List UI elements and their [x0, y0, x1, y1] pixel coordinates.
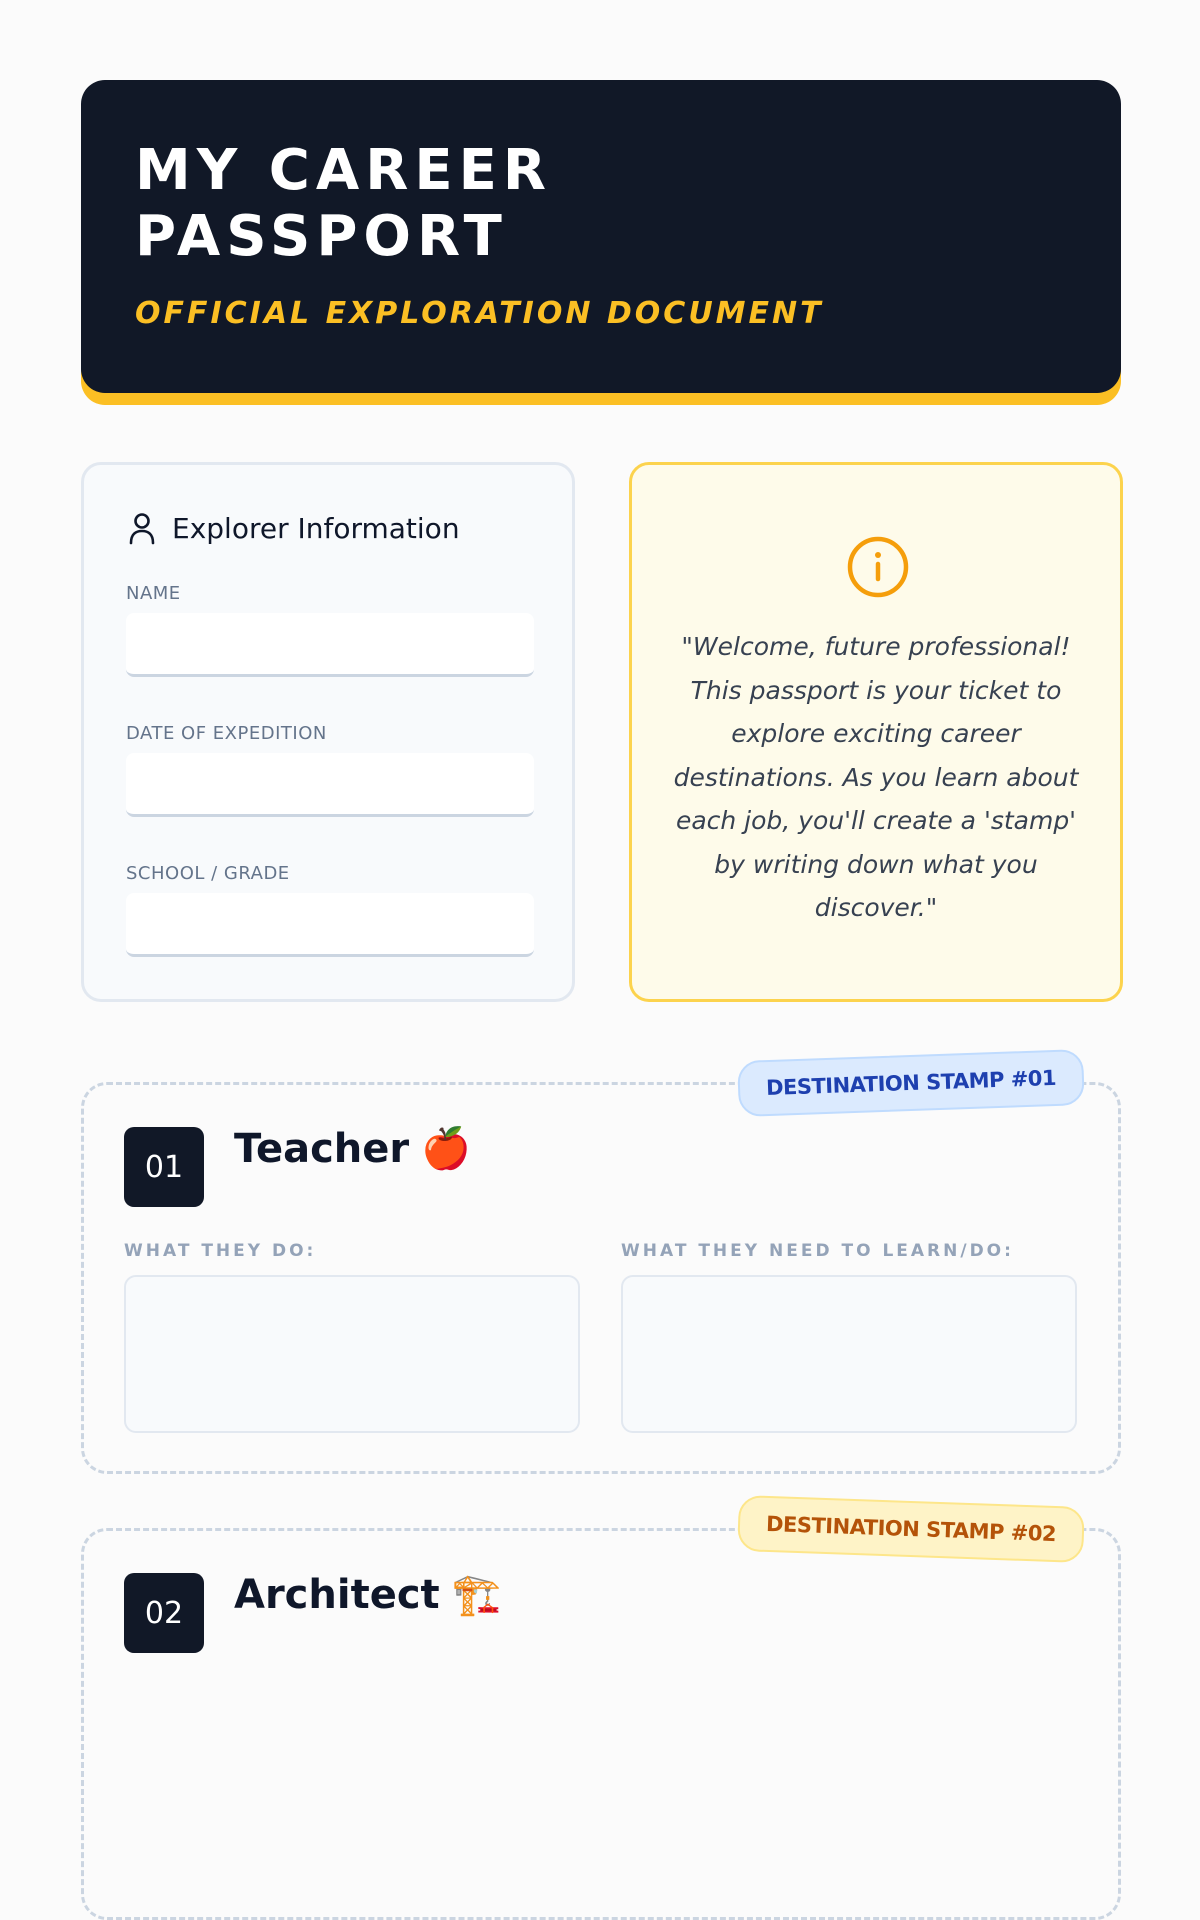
destination-number: 02	[124, 1573, 204, 1653]
date-input[interactable]	[126, 753, 534, 817]
destination-title-text: Architect	[234, 1571, 440, 1618]
what-they-need-field[interactable]	[621, 1275, 1077, 1433]
destination-number: 01	[124, 1127, 204, 1207]
name-input[interactable]	[126, 613, 534, 677]
crane-icon: 🏗️	[451, 1572, 502, 1618]
what-they-need-label: WHAT THEY NEED TO LEARN/DO:	[621, 1241, 1014, 1261]
user-icon	[128, 511, 156, 545]
what-they-do-field[interactable]	[124, 1275, 580, 1433]
date-label: DATE OF EXPEDITION	[126, 723, 327, 744]
name-label: NAME	[126, 583, 181, 604]
welcome-message: "Welcome, future professional! This passport is your ticket to explore exciting career destinations. As you learn about each job, you'll create a 'stamp' by writing down what you discover."	[673, 632, 1079, 922]
destination-stamp-badge: DESTINATION STAMP #01	[737, 1049, 1085, 1117]
page-title: MY CAREER PASSPORT	[135, 138, 552, 269]
destination-title	[234, 1571, 501, 1618]
destination-card-architect	[81, 1511, 1121, 1920]
destination-title-text: Teacher	[234, 1125, 410, 1172]
apple-icon: 🍎	[421, 1126, 471, 1172]
school-grade-input[interactable]	[126, 893, 534, 957]
explorer-heading	[128, 511, 460, 545]
page-subtitle: OFFICIAL EXPLORATION DOCUMENT	[135, 296, 824, 331]
info-icon	[846, 535, 910, 599]
explorer-info-card	[81, 462, 575, 1002]
passport-header	[81, 80, 1121, 393]
welcome-card	[629, 462, 1123, 1002]
explorer-heading-text: Explorer Information	[172, 511, 460, 545]
destination-title	[234, 1125, 471, 1172]
school-grade-label: SCHOOL / GRADE	[126, 863, 290, 884]
destination-stamp-badge: DESTINATION STAMP #02	[737, 1495, 1085, 1563]
what-they-do-label: WHAT THEY DO:	[124, 1241, 317, 1261]
destination-card-teacher	[81, 1065, 1121, 1474]
